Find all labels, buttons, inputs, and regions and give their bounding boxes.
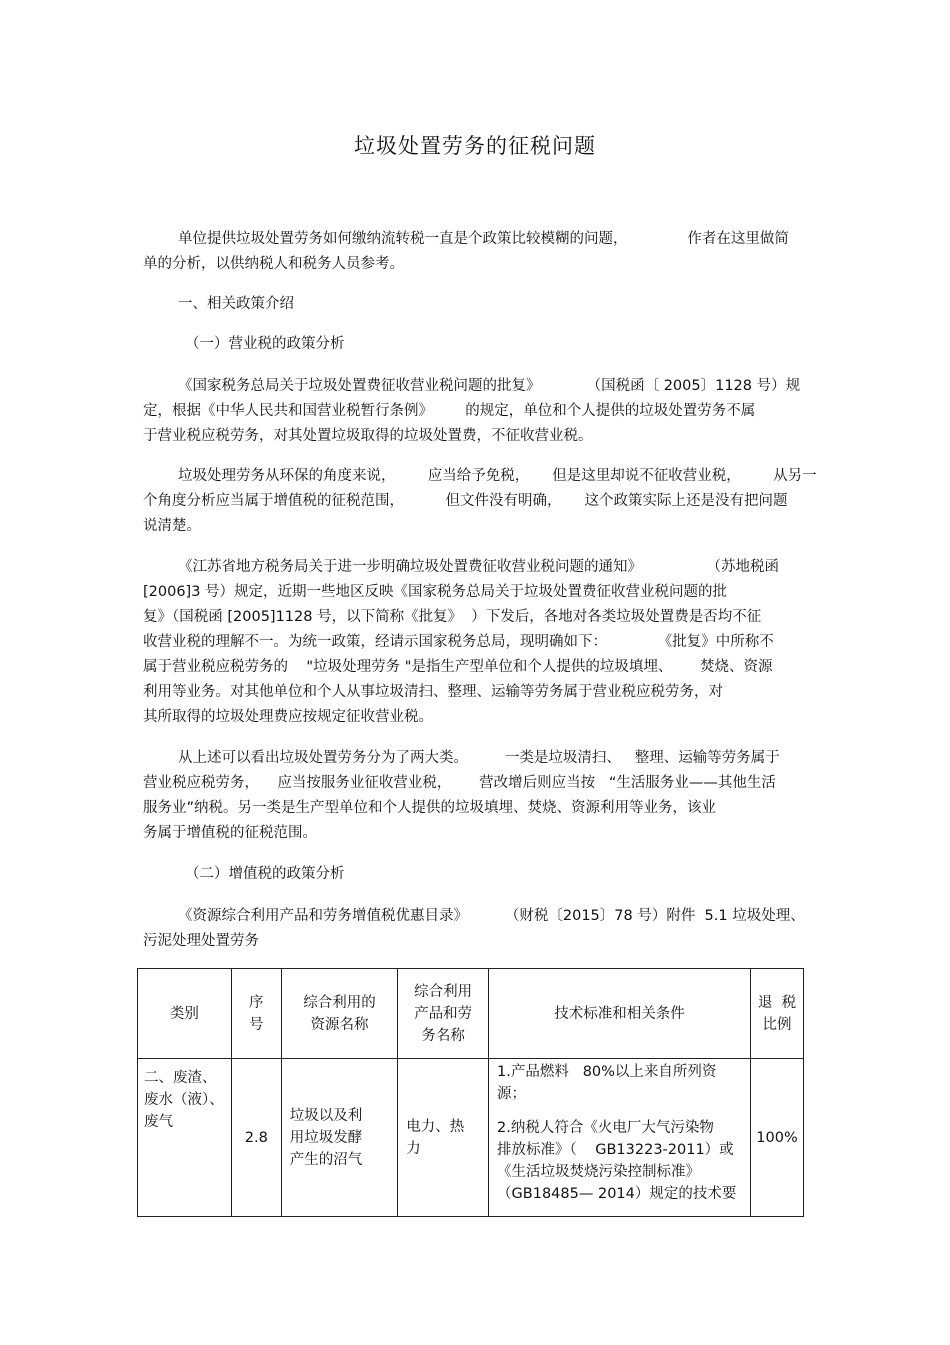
cell-product: 电力、热 力: [398, 1059, 489, 1217]
paragraph-line: 污泥处理处置劳务: [143, 933, 259, 949]
table-header-row: [138, 969, 804, 1059]
paragraph-line: 服务业”纳税。另一类是生产型单位和个人提供的垃圾填埋、焚烧、资源利用等业务，该业: [143, 800, 717, 816]
cell-seq: 2.8: [231, 1059, 281, 1217]
paragraph-line: 营业税应税劳务， 应当按服务业征收营业税， 营改增后则应当按 “生活服务业——其他生活: [143, 775, 776, 791]
paragraph-line: 《江苏省地方税务局关于进一步明确垃圾处置费征收营业税问题的通知》 （苏地税函: [178, 559, 780, 575]
paragraph-line: 垃圾处理劳务从环保的角度来说， 应当给予免税， 但是这里却说不征收营业税， 从另一: [178, 468, 817, 484]
paragraph-line: 单位提供垃圾处置劳务如何缴纳流转税一直是个政策比较模糊的问题， 作者在这里做简: [178, 231, 789, 247]
header-standard: 技术标准和相关条件: [489, 969, 751, 1059]
paragraph-line: 收营业税的理解不一。为统一政策，经请示国家税务总局，现明确如下： 《批复》中所称不: [143, 634, 774, 650]
cell-category: 二、废渣、 废水（液）、 废气: [138, 1059, 232, 1217]
cell-resource: 垃圾以及利 用垃圾发酵 产生的沼气: [281, 1059, 398, 1217]
paragraph-line: 利用等业务。对其他单位和个人从事垃圾清扫、整理、运输等劳务属于营业税应税劳务，对: [143, 684, 723, 700]
subsection-heading: （二）增值税的政策分析: [185, 866, 345, 882]
header-resource: 综合利用的 资源名称: [281, 969, 398, 1059]
document-title: 垃圾处置劳务的征税问题: [354, 134, 596, 158]
paragraph-line: 从上述可以看出垃圾处置劳务分为了两大类。 一类是垃圾清扫、 整理、运输等劳务属于: [178, 750, 780, 766]
paragraph-line: 复》（国税函 [2005]1128 号，以下简称《批复》 ）下发后，各地对各类垃圾处置费是否均不征: [143, 609, 762, 625]
paragraph-line: 属于营业税应税劳务的 "垃圾处理劳务 "是指生产型单位和个人提供的垃圾填埋、 焚烧、资源: [143, 659, 773, 675]
subsection-heading: （一）营业税的政策分析: [185, 336, 345, 352]
paragraph-line: 定，根据《中华人民共和国营业税暂行条例》 的规定，单位和个人提供的垃圾处置劳务不属: [143, 403, 756, 419]
header-seq: 序 号: [231, 969, 281, 1059]
paragraph-line: 于营业税应税劳务，对其处置垃圾取得的垃圾处置费，不征收营业税。: [143, 428, 593, 444]
cell-refund: 100%: [751, 1059, 804, 1217]
header-refund: 退 税 比例: [751, 969, 804, 1059]
table-row: [138, 1059, 804, 1217]
header-category: 类别: [138, 969, 232, 1059]
paragraph-line: 务属于增值税的征税范围。: [143, 825, 317, 841]
tax-table: [137, 968, 804, 1217]
header-product: 综合利用 产品和劳 务名称: [398, 969, 489, 1059]
paragraph-line: 其所取得的垃圾处理费应按规定征收营业税。: [143, 709, 433, 725]
paragraph-line: [2006]3 号）规定，近期一些地区反映《国家税务总局关于垃圾处置费征收营业税问题的批: [143, 584, 728, 600]
section-heading: 一、相关政策介绍: [178, 296, 294, 312]
paragraph-line: 说清楚。: [143, 518, 201, 534]
paragraph-line: 《国家税务总局关于垃圾处置费征收营业税问题的批复》 （国税函〔 2005〕1128 号）规: [178, 378, 801, 394]
paragraph-line: 《资源综合利用产品和劳务增值税优惠目录》 （财税〔2015〕78 号）附件 5.1 垃圾处理、: [178, 908, 805, 924]
paragraph-line: 个角度分析应当属于增值税的征税范围， 但文件没有明确， 这个政策实际上还是没有把问题: [143, 493, 788, 509]
paragraph-line: 单的分析，以供纳税人和税务人员参考。: [143, 256, 404, 272]
cell-standard: 1.产品燃料 80%以上来自所列资 源； 2.纳税人符合《火电厂大气污染物 排放标准》（ GB13223-2011）或 《生活垃圾焚烧污染控制标准》 （GB18485— 2014）规定的技术要: [489, 1059, 751, 1217]
